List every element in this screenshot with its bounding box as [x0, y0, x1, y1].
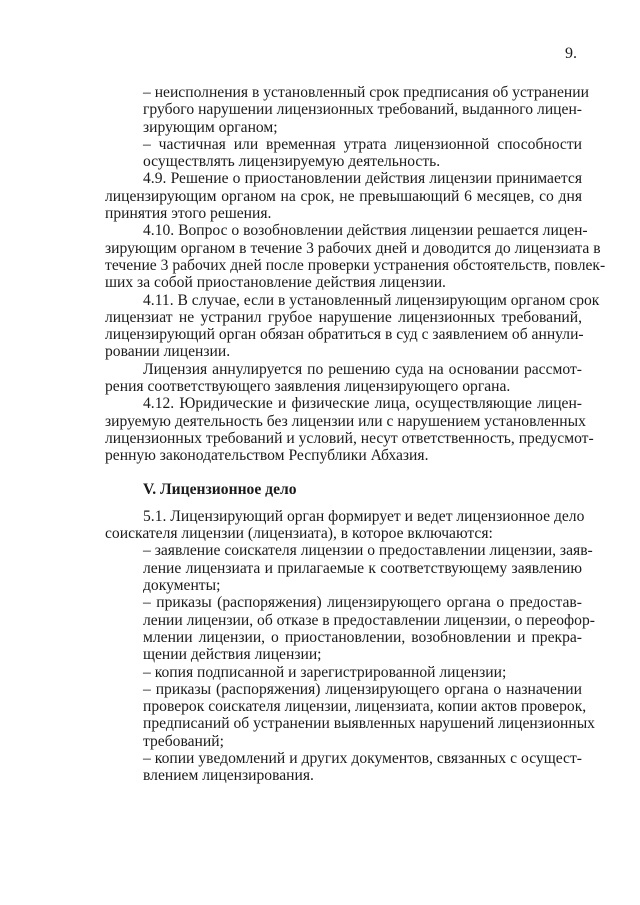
document-body: [105, 84, 606, 785]
text-line: лицензирующий орган обязан обратиться в суд с заявлением об аннули-: [105, 326, 584, 344]
text-line: – приказы (распоряжения) лицензирующего органа о предостав-: [143, 594, 582, 612]
text-line: грубого нарушении лицензионных требований, выданного лицен-: [143, 101, 582, 119]
text-line: проверок соискателя лицензии, лицензиата, копии актов проверок,: [143, 698, 587, 716]
text-line: ренную законодательством Республики Абхазия.: [105, 447, 429, 465]
text-line: 4.10. Вопрос о возобновлении действия лицензии решается лицен-: [143, 222, 588, 240]
text-line: требований;: [143, 732, 224, 750]
text-line: – приказы (распоряжения) лицензирующего органа о назначении: [143, 680, 582, 698]
text-line: лицензирующим органом на срок, не превышающий 6 месяцев, со дня: [105, 187, 582, 205]
text-line: ших за собой приостановление действия лицензии.: [105, 274, 446, 292]
section-heading: V. Лицензионное дело: [143, 480, 297, 498]
text-line: – заявление соискателя лицензии о предоставлении лицензии, заяв-: [143, 542, 593, 560]
text-line: млении лицензии, о приостановлении, возобновлении и прекра-: [143, 628, 582, 646]
text-line: щении действия лицензии;: [143, 646, 322, 664]
section-5: [105, 507, 595, 785]
paragraph: [105, 170, 582, 222]
paragraph: [105, 395, 594, 465]
paragraph: [105, 222, 606, 292]
paragraph: [105, 361, 582, 396]
page-number: 9.: [565, 45, 577, 62]
list-item: [105, 680, 595, 750]
text-line: лицензионных требований и условий, несут ответственность, предусмот-: [105, 429, 594, 447]
text-line: рения соответствующего заявления лицензирующего органа.: [105, 378, 511, 396]
text-line: предписаний об устранении выявленных нарушений лицензионных: [143, 715, 595, 733]
text-line: 5.1. Лицензирующий орган формирует и ведет лицензионное дело: [143, 507, 585, 525]
text-line: 4.9. Решение о приостановлении действия лицензии принимается: [143, 170, 582, 188]
list-item: [105, 84, 589, 136]
text-line: – неисполнения в установленный срок предписания об устранении: [143, 84, 589, 101]
text-line: ровании лицензии.: [105, 343, 231, 361]
text-line: принятия этого решения.: [105, 205, 272, 223]
text-line: – частичная или временная утрата лицензионной способности: [143, 135, 582, 153]
paragraph: [105, 291, 600, 361]
text-line: влением лицензирования.: [143, 767, 314, 785]
list-item: [105, 594, 595, 664]
text-line: зирующим органом;: [143, 118, 278, 136]
text-line: соискателя лицензии (лицензиата), в которое включаются:: [105, 525, 493, 543]
text-line: лении лицензии, об отказе в предоставлении лицензии, о переофор-: [143, 611, 595, 629]
text-line: течение 3 рабочих дней после проверки устранения обстоятельств, повлек-: [105, 256, 606, 274]
text-line: – копии уведомлений и других документов, связанных с осущест-: [143, 749, 582, 767]
text-line: Лицензия аннулируется по решению суда на основании рассмот-: [143, 360, 582, 378]
text-line: ление лицензиата и прилагаемые к соответствующему заявлению: [143, 559, 582, 577]
list-item: [105, 750, 582, 785]
text-line: – копия подписанной и зарегистрированной лицензии;: [143, 663, 507, 681]
text-line: 4.12. Юридические и физические лица, осуществляющие лицен-: [143, 395, 582, 413]
text-line: зируемую деятельность без лицензии или с нарушением установленных: [105, 412, 586, 430]
text-line: зирующим органом в течение 3 рабочих дней и доводится до лицензиата в: [105, 239, 601, 257]
list-item: [105, 664, 582, 681]
paragraph: [105, 507, 585, 543]
section-4-continuation: [105, 84, 606, 465]
text-line: документы;: [143, 577, 221, 595]
text-line: 4.11. В случае, если в установленный лицензирующим органом срок: [143, 291, 600, 309]
text-line: осуществлять лицензируемую деятельность.: [143, 153, 441, 171]
list-item: [105, 542, 593, 595]
list-item: [105, 136, 582, 171]
text-line: лицензиат не устранил грубое нарушение лицензионных требований,: [105, 308, 582, 326]
